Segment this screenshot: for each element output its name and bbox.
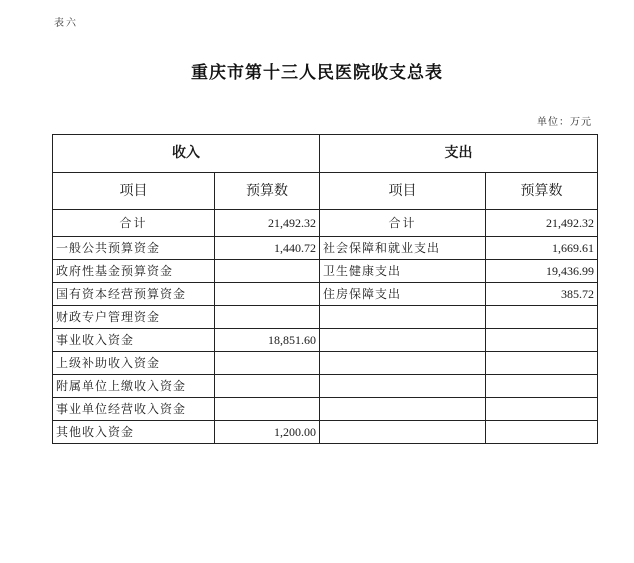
- expense-value-cell: [486, 329, 598, 352]
- section-header-row: [53, 135, 598, 173]
- income-value-cell: [215, 375, 320, 398]
- expense-item-cell: [320, 375, 486, 398]
- expense-value-cell: 1,669.61: [486, 237, 598, 260]
- table-row: [53, 421, 598, 444]
- income-value-cell: [215, 283, 320, 306]
- income-item-cell: 其他收入资金: [53, 421, 215, 444]
- expense-item-cell: [320, 329, 486, 352]
- expense-item-cell: 住房保障支出: [320, 283, 486, 306]
- income-value-cell: 18,851.60: [215, 329, 320, 352]
- income-item-header: 项目: [53, 173, 215, 210]
- income-value-cell: 1,200.00: [215, 421, 320, 444]
- expense-total-value: 21,492.32: [486, 210, 598, 237]
- expense-value-cell: [486, 375, 598, 398]
- table-row: [53, 329, 598, 352]
- income-item-cell: 事业收入资金: [53, 329, 215, 352]
- budget-summary-table: [52, 134, 598, 444]
- income-value-cell: [215, 260, 320, 283]
- table-row: [53, 260, 598, 283]
- expense-value-cell: [486, 306, 598, 329]
- income-section-header: 收入: [53, 135, 320, 173]
- income-value-cell: [215, 398, 320, 421]
- table-row: [53, 352, 598, 375]
- income-total-value: 21,492.32: [215, 210, 320, 237]
- income-item-cell: 附属单位上缴收入资金: [53, 375, 215, 398]
- income-item-cell: 一般公共预算资金: [53, 237, 215, 260]
- table-row: [53, 375, 598, 398]
- income-total-label: 合计: [53, 210, 215, 237]
- expense-total-label: 合计: [320, 210, 486, 237]
- table-row: [53, 237, 598, 260]
- table-number-tag: 表六: [54, 18, 78, 29]
- unit-note: 单位：万元: [537, 117, 592, 128]
- table-row: [53, 306, 598, 329]
- expense-value-cell: 19,436.99: [486, 260, 598, 283]
- expense-item-cell: 社会保障和就业支出: [320, 237, 486, 260]
- income-value-cell: [215, 306, 320, 329]
- expense-item-cell: 卫生健康支出: [320, 260, 486, 283]
- income-item-cell: 国有资本经营预算资金: [53, 283, 215, 306]
- income-item-cell: 财政专户管理资金: [53, 306, 215, 329]
- expense-budget-header: 预算数: [486, 173, 598, 210]
- expense-item-cell: [320, 398, 486, 421]
- expense-value-cell: [486, 398, 598, 421]
- expense-item-header: 项目: [320, 173, 486, 210]
- income-budget-header: 预算数: [215, 173, 320, 210]
- income-item-cell: 上级补助收入资金: [53, 352, 215, 375]
- expense-item-cell: [320, 421, 486, 444]
- expense-value-cell: 385.72: [486, 283, 598, 306]
- column-header-row: [53, 173, 598, 210]
- income-item-cell: 政府性基金预算资金: [53, 260, 215, 283]
- expense-value-cell: [486, 352, 598, 375]
- expense-value-cell: [486, 421, 598, 444]
- table-body: [53, 237, 598, 444]
- expense-item-cell: [320, 352, 486, 375]
- table-row: [53, 283, 598, 306]
- page-title: 重庆市第十三人民医院收支总表: [191, 63, 443, 83]
- expense-section-header: 支出: [320, 135, 598, 173]
- income-value-cell: 1,440.72: [215, 237, 320, 260]
- income-value-cell: [215, 352, 320, 375]
- total-row: [53, 210, 598, 237]
- expense-item-cell: [320, 306, 486, 329]
- table-row: [53, 398, 598, 421]
- income-item-cell: 事业单位经营收入资金: [53, 398, 215, 421]
